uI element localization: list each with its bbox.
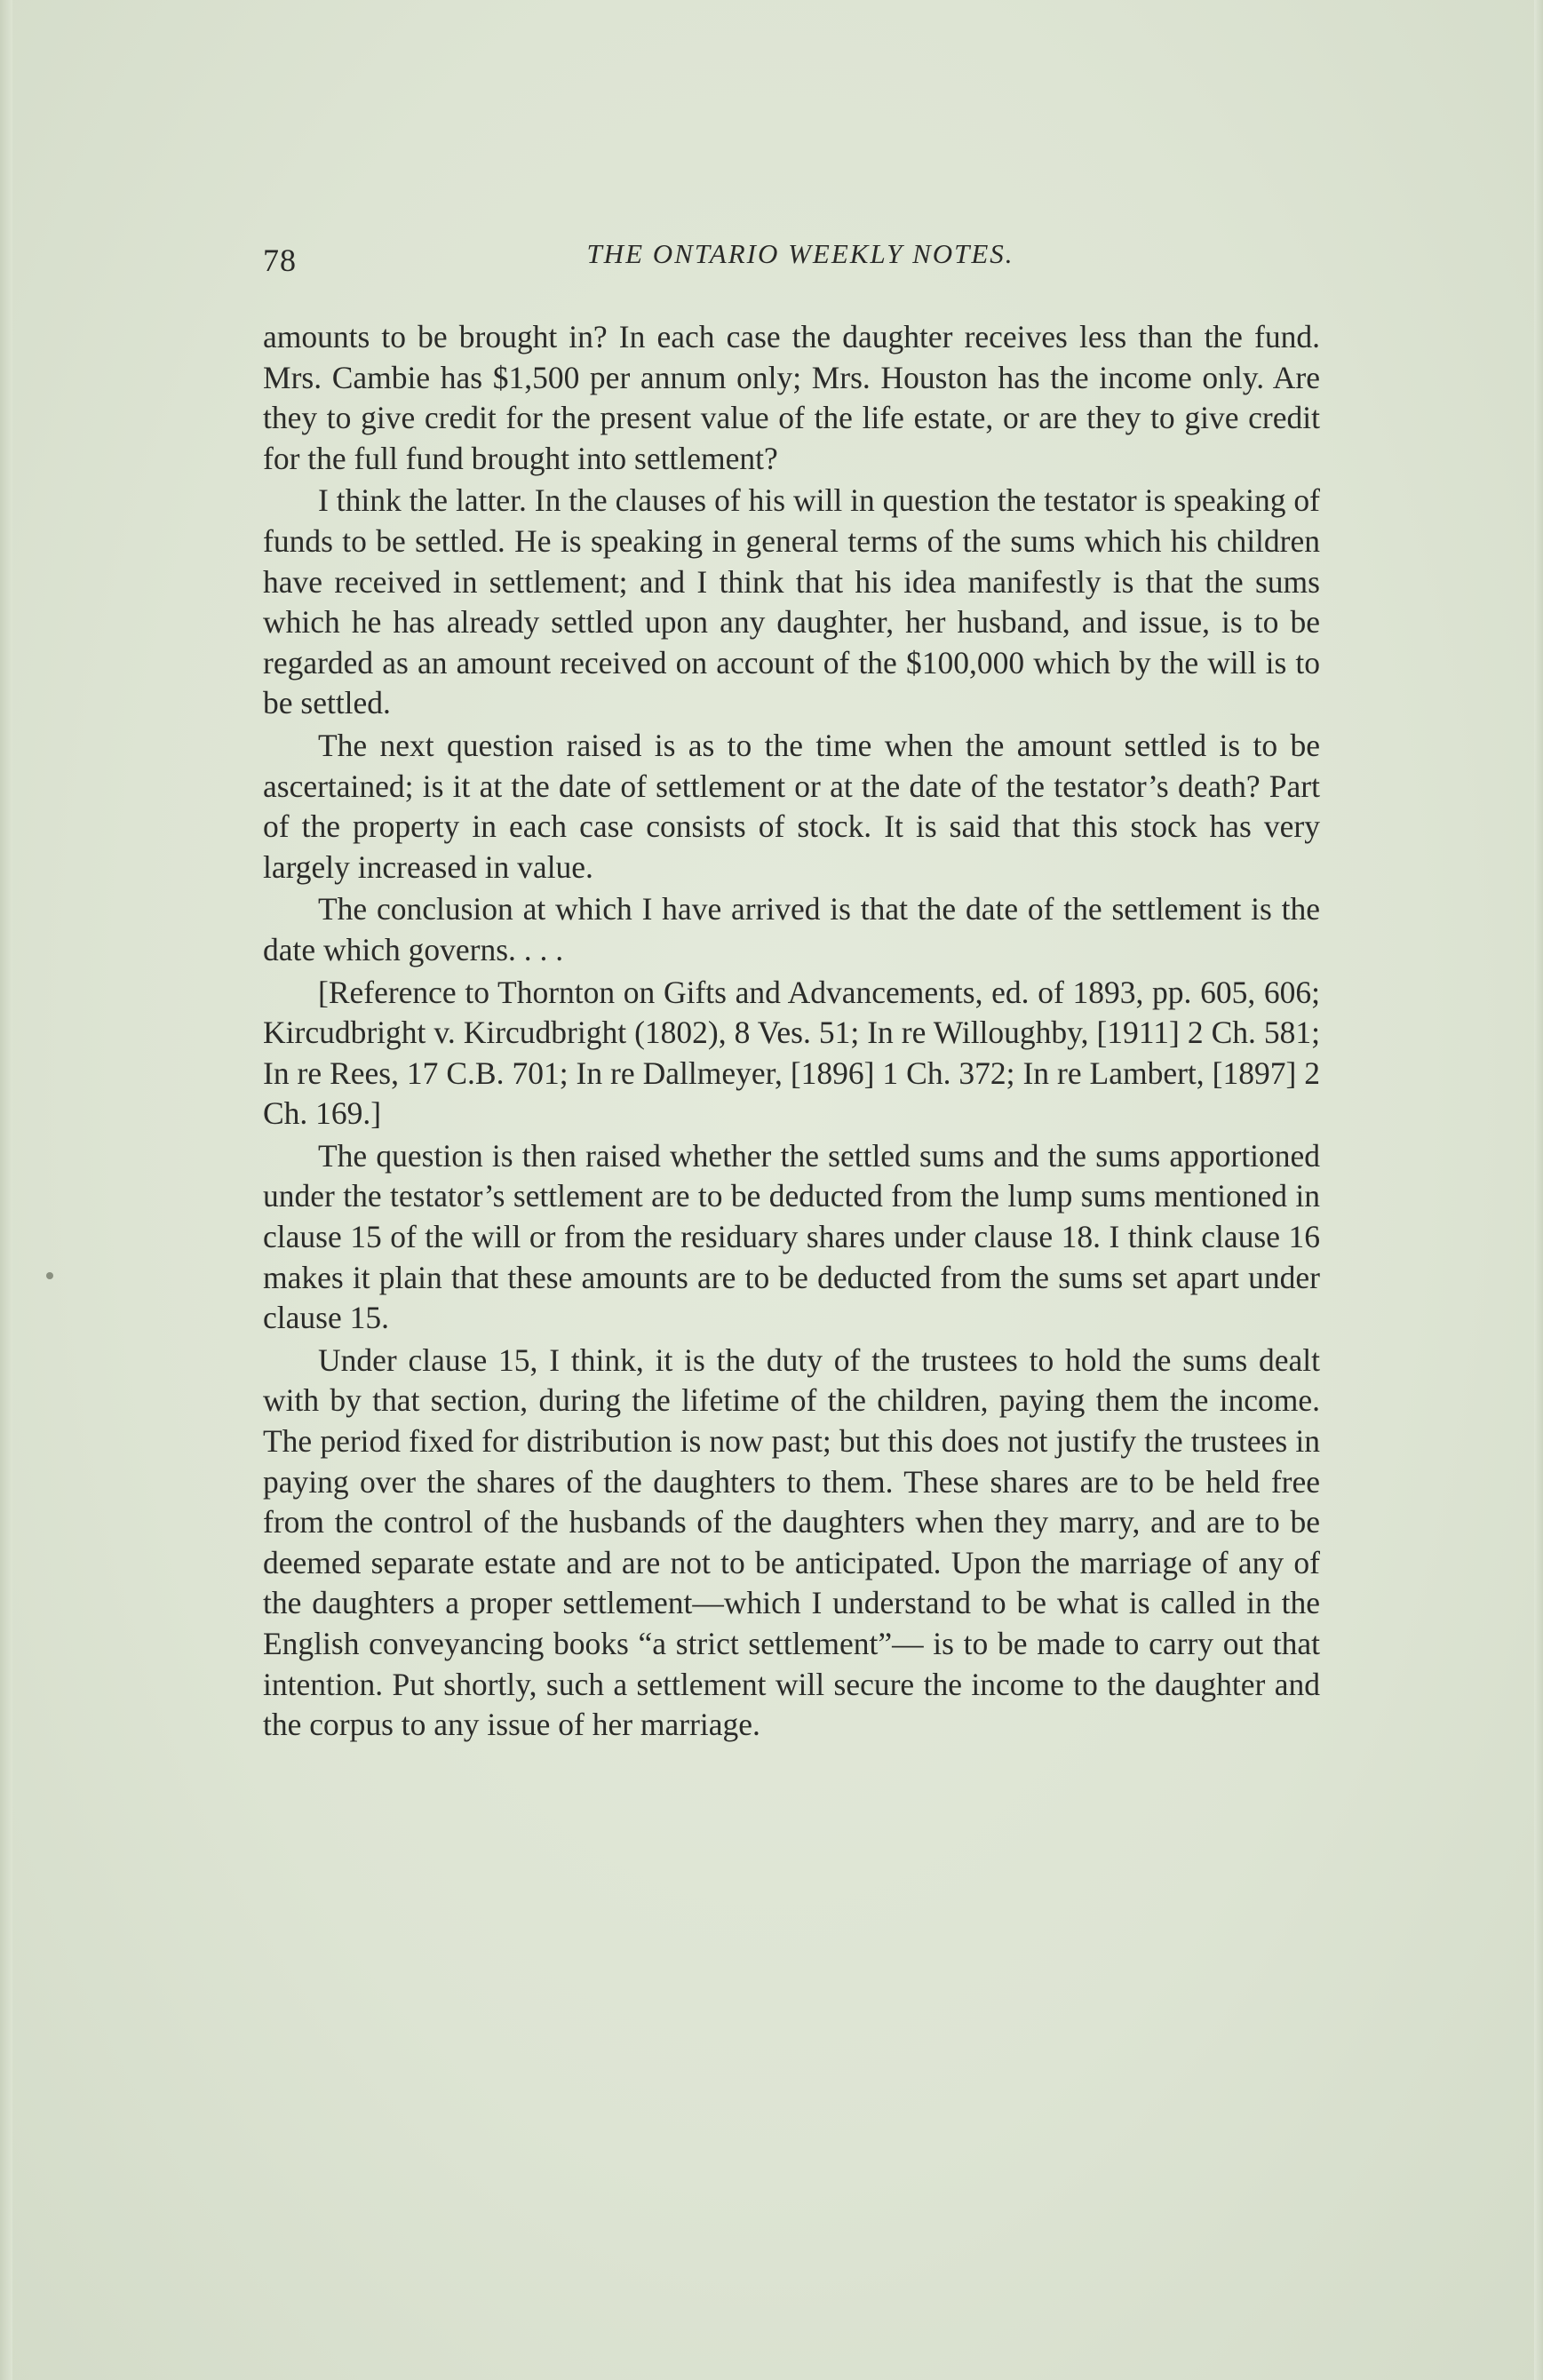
paragraph-7: Under clause 15, I think, it is the duty of the trustees to hold the sums dealt with by that section, during the lifetime of the children, paying them the income. The period fixed for distribution is now past; but this does not justify the trustees in paying over the shares of the daughters to them. These shares are to be held free from the control of the husbands of the daughters when they marry, and are to be deemed separate estate and are not to be anticipated. Upon the marriage of any of the daughters a proper settlement—which I understand to be what is called in the English conveyancing books “a strict settlement”— is to be made to carry out that intention. Put shortly, such a settlement will secure the income to the daughter and the corpus to any issue of her marriage. xyxy=(263,1341,1320,1743)
paragraph-2: I think the latter. In the clauses of his will in question the testator is speaking of funds to be settled. He is speaking in general terms of the sums which his children have received in settlement; and I think that his idea manifestly is that the sums which he has already settled upon any daughter, her husband, and issue, is to be regarded as an amount received on account of the $100,000 which by the will is to be settled. xyxy=(263,482,1320,721)
paragraph-3: The next question raised is as to the time when the amount settled is to be ascertained; is it at the date of settlement or at the date of the testator’s death? Part of the property in each case consists of stock. It is said that this stock has very largely increased in value. xyxy=(263,727,1320,885)
paragraph-4: The conclusion at which I have arrived is that the date of the settlement is the date which governs. . . . xyxy=(263,891,1320,967)
running-head: THE ONTARIO WEEKLY NOTES. xyxy=(586,238,1014,269)
paragraph-5-references: [Reference to Thornton on Gifts and Advancements, ed. of 1893, pp. 605, 606; Kircudbright v. Kircudbright (1802), 8 Ves. 51; In re Willoughby, [1911] 2 Ch. 581; In re Rees, 17 C.B. 701; In re Dallmeyer, [1896] 1 Ch. 372; In re Lambert, [1897] 2 Ch. 169.] xyxy=(263,974,1320,1132)
paper-speck xyxy=(46,1272,53,1279)
body-text xyxy=(263,317,1320,1747)
page-number: 78 xyxy=(263,243,297,278)
page-header xyxy=(263,238,1338,291)
paragraph-6: The question is then raised whether the settled sums and the sums apportioned under the testator’s settlement are to be deducted from the lump sums mentioned in clause 15 of the will or from the residuary shares under clause 18. I think clause 16 makes it plain that these amounts are to be deducted from the sums set apart under clause 15. xyxy=(263,1137,1320,1336)
paragraph-1: amounts to be brought in? In each case the daughter receives less than the fund. Mrs. Cambie has $1,500 per annum only; Mrs. Houston has the income only. Are they to give credit for the present value of the life estate, or are they to give credit for the full fund brought into settlement? xyxy=(263,319,1320,476)
page-right-edge xyxy=(1534,0,1543,2380)
page-left-edge xyxy=(0,0,12,2380)
